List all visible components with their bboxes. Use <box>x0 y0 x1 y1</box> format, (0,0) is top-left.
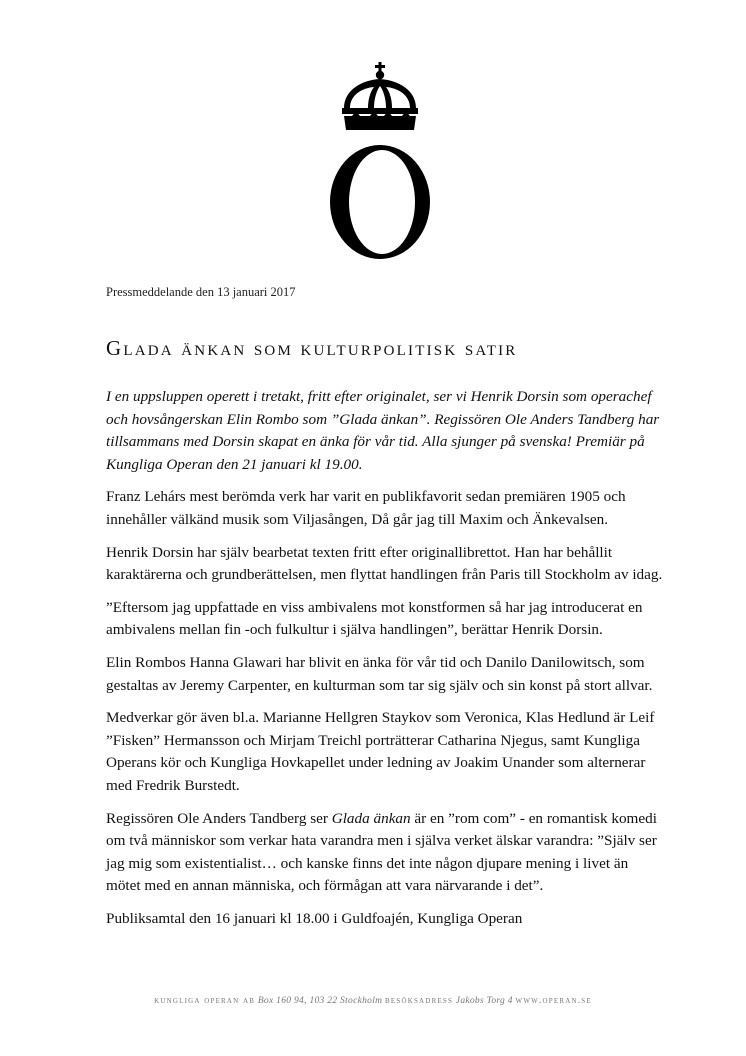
footer-visit-label: besöksadress <box>385 996 454 1006</box>
body-paragraph-1: Franz Lehárs mest berömda verk har varit en publikfavorit sedan premiären 1905 och innehåller välkänd musik som Viljasången, Då går jag till Maxim och Änkevalsen. <box>106 488 626 528</box>
body-paragraph-2: Henrik Dorsin har själv bearbetat texten fritt efter originallibrettot. Han har behållit karaktärerna och grundberättelsen, men flyttat handlingen från Paris till Stockholm av idag. <box>106 543 663 584</box>
article-body <box>106 386 666 940</box>
quote-text: är en ”rom com” - en romantisk komedi om två människor som verkar hata varandra men i själva verket älskar varandra: ”Själv ser jag mig som existentialist… och kanske finns det inte någon djupare mening i livet än mötet med en annan människa, och förmågan att vara närvarande i det”. <box>106 809 657 895</box>
director-quote-paragraph <box>106 808 666 898</box>
footer-org: kungliga operan ab <box>154 996 256 1006</box>
footer-website: www.operan.se <box>515 996 592 1006</box>
crown-icon <box>342 62 418 130</box>
footer-address: Box 160 94, 103 22 Stockholm <box>257 996 383 1006</box>
body-paragraph-4: Elin Rombos Hanna Glawari har blivit en änka för vår tid och Danilo Danilowitsch, som gestaltas av Jeremy Carpenter, en kulturman som tar sig själv och sin konst på stort allvar. <box>106 653 653 694</box>
body-paragraph-3: ”Eftersom jag uppfattade en viss ambivalens mot konstformen så har jag introducerat en ambivalens mellan fin -och fulkultur i själva handlingen”, berättar Henrik Dorsin. <box>106 598 643 639</box>
body-paragraph-5: Medverkar gör även bl.a. Marianne Hellgren Staykov som Veronica, Klas Hedlund är Leif ”Fisken” Hermansson och Mirjam Treichl porträtterar Catharina Njegus, samt Kungliga Operans kör och Kungliga Hovkapellet under ledning av Joakim Unander som alternerar med Fredrik Burstedt. <box>106 709 655 794</box>
page-footer <box>0 996 746 1006</box>
letter-o-icon <box>330 145 430 259</box>
press-release-dateline: Pressmeddelande den 13 januari 2017 <box>106 285 296 299</box>
work-title: Glada änkan <box>331 809 411 827</box>
footer-visit-address: Jakobs Torg 4 <box>455 996 513 1006</box>
page-title: Glada änkan som kulturpolitisk satir <box>106 336 518 360</box>
lead-paragraph: I en uppsluppen operett i tretakt, fritt efter originalet, ser vi Henrik Dorsin som operachef och hovsångerskan Elin Rombo som ”Glada änkan”. Regissören Ole Anders Tandberg har tillsammans med Dorsin skapat en änka för vår tid. Alla sjunger på svenska! Premiär på Kungliga Operan den 21 januari kl 19.00. <box>106 388 660 473</box>
closing-paragraph: Publiksamtal den 16 januari kl 18.00 i Guldfoajén, Kungliga Operan <box>106 909 523 927</box>
quote-intro: Regissören Ole Anders Tandberg ser <box>106 809 332 827</box>
kungliga-operan-logo <box>318 62 442 262</box>
